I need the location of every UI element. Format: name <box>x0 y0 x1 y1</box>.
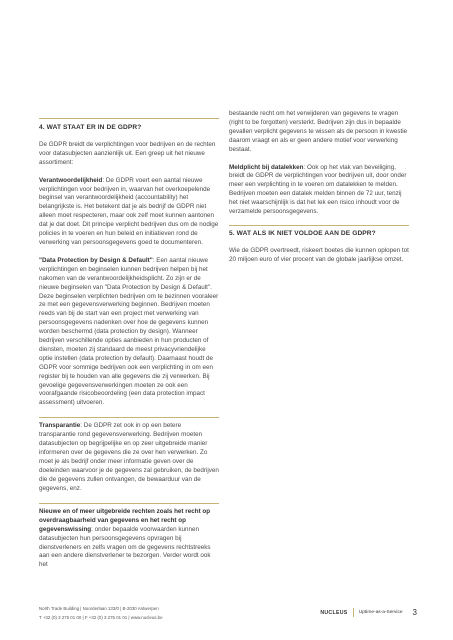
rights-paragraph <box>39 508 219 570</box>
breach-text: : Ook op het vlak van beveiliging, breidt de GDPR de verplichtingen voor bedrijven uit, door onder meer een verplichting in te voeren om datalekken te melden. Bedrijven moeten een datalek melden binnen de 72 uur, tenzij het niet waarschijnlijk is dat het lek een risico inhoudt voor de verzamelde persoonsgegevens. <box>229 163 407 216</box>
breach-paragraph <box>229 164 409 217</box>
footer-contact: T +32 (0) 3 275 01 00 | F +32 (0) 3 275 01 01 | www.nucleus.be <box>39 614 163 620</box>
accountability-term: Verantwoordelijkheid <box>39 176 103 184</box>
footer-address-block <box>39 605 163 622</box>
footer-address: North Trade Building | Noorderlaan 133/0 | B-2030 Antwerpen <box>39 606 159 611</box>
brand-tagline: Uptime-as-a-Service <box>358 610 403 615</box>
continued-paragraph: bestaande recht om het verwijderen van gegevens te vragen (right to be forgotten) versterkt. Bedrijven zijn dus in bepaalde gevallen verplicht gegevens te wissen als de persoon in kwestie daarom vraagt en als er geen andere motief voor verwerking bestaat. <box>229 110 408 153</box>
accountability-text: : De GDPR voert een aantal nieuwe verplichtingen voor bedrijven in, waarvan het overkoepelende beginsel van verantwoordelijkheid (accountability) het belangrijkste is. Het betekent dat je als bedrijf de GDPR niet alleen moet respecteren, maar ook zelf moet kunnen aantonen dat je dat doet. Dit principe verplicht bedrijven dus om de nodige policies in te voeren en hun beleid en initiatieven rond de verwerking van persoonsgegevens goed te documenteren. <box>39 176 219 246</box>
accountability-paragraph <box>39 177 219 248</box>
left-column <box>39 120 219 579</box>
brand-divider <box>353 608 354 617</box>
divider <box>39 417 219 418</box>
privacy-by-design-text: : Een aantal nieuwe verplichtingen en beginselen kunnen bedrijven helpen bij het nakomen van de verantwoordelijkheidsplicht. Zo zijn er de nieuwe beginselen van "Data Protection by Design & Default". Deze beginselen verplichten bedrijven om te bezinnen vooraleer ze met een gegevensverwerking beginnen. Bedrijven moeten reeds van bij de start van een project met verwerking van persoonsgegevens nadenken over hoe de gegevens kunnen worden beschermd (data protection by design). Wanneer bedrijven verschillende opties aanbieden in hun producten of diensten, moeten zij standaard de meest privacyvriendelijke optie instellen (data protection by default). Daarnaast houdt de GDPR voor sommige bedrijven ook een verplichting in om een register bij te houden van alle gegevens die zij verwerken. Bij gevoelige gegevensverwerkingen moeten ze ook een voorafgaande risicobeoordeling (een data protection impact assessment) uitvoeren. <box>39 256 219 407</box>
breach-term: Meldplicht bij datalekken <box>229 163 304 171</box>
divider <box>39 503 219 504</box>
rights-text: : onder bepaalde voorwaarden kunnen datasubjecten hun persoonsgegevens opvragen bij dienstverleners en zelfs vragen om de gegevens rechtstreeks aan een andere dienstverlener te bezorgen. Verder wordt ook het <box>39 525 211 569</box>
brand-logo: NUCLEUS <box>320 609 348 616</box>
rights-term: Nieuwe en of meer uitgebreide rechten zoals het recht op overdraagbaarheid van gegevens en het recht op gegevenswissing <box>39 507 211 533</box>
transparency-text: : De GDPR zet ook in op een betere transparantie rond gegevensverwerking. Bedrijven moeten datasubjecten op begrijpelijke en op zeer uitgebreide manier informeren over de gegevens die ze over hen verwerken. Zo moet je als bedrijf onder meer informatie geven over de doeleinden waarvoor je de gegevens zal gebruiken, de bedrijven die de gegevens zullen ontvangen, de bewaarduur van de gegevens, enz. <box>39 422 219 492</box>
section-5-heading: 5. WAT ALS IK NIET VOLDOE AAN DE GDPR? <box>229 226 409 239</box>
footer-brand-block <box>320 608 417 617</box>
transparency-paragraph <box>39 422 219 493</box>
page-number: 3 <box>412 608 417 617</box>
privacy-by-design-paragraph <box>39 257 219 408</box>
privacy-by-design-term: "Data Protection by Design & Default" <box>39 256 153 264</box>
transparency-term: Transparantie <box>39 422 81 430</box>
intro-paragraph: De GDPR breidt de verplichtingen voor bedrijven en de rechten voor datasubjecten aanzienlijk uit. Een greep uit het nieuwe assortiment: <box>39 140 216 166</box>
section-4-heading: 4. WAT STAAT ER IN DE GDPR? <box>39 120 219 133</box>
fines-paragraph: Wie de GDPR overtreedt, riskeert boetes die kunnen oplopen tot 20 miljoen euro of vier procent van de globale jaarlijkse omzet. <box>229 246 409 263</box>
right-column <box>229 110 409 274</box>
